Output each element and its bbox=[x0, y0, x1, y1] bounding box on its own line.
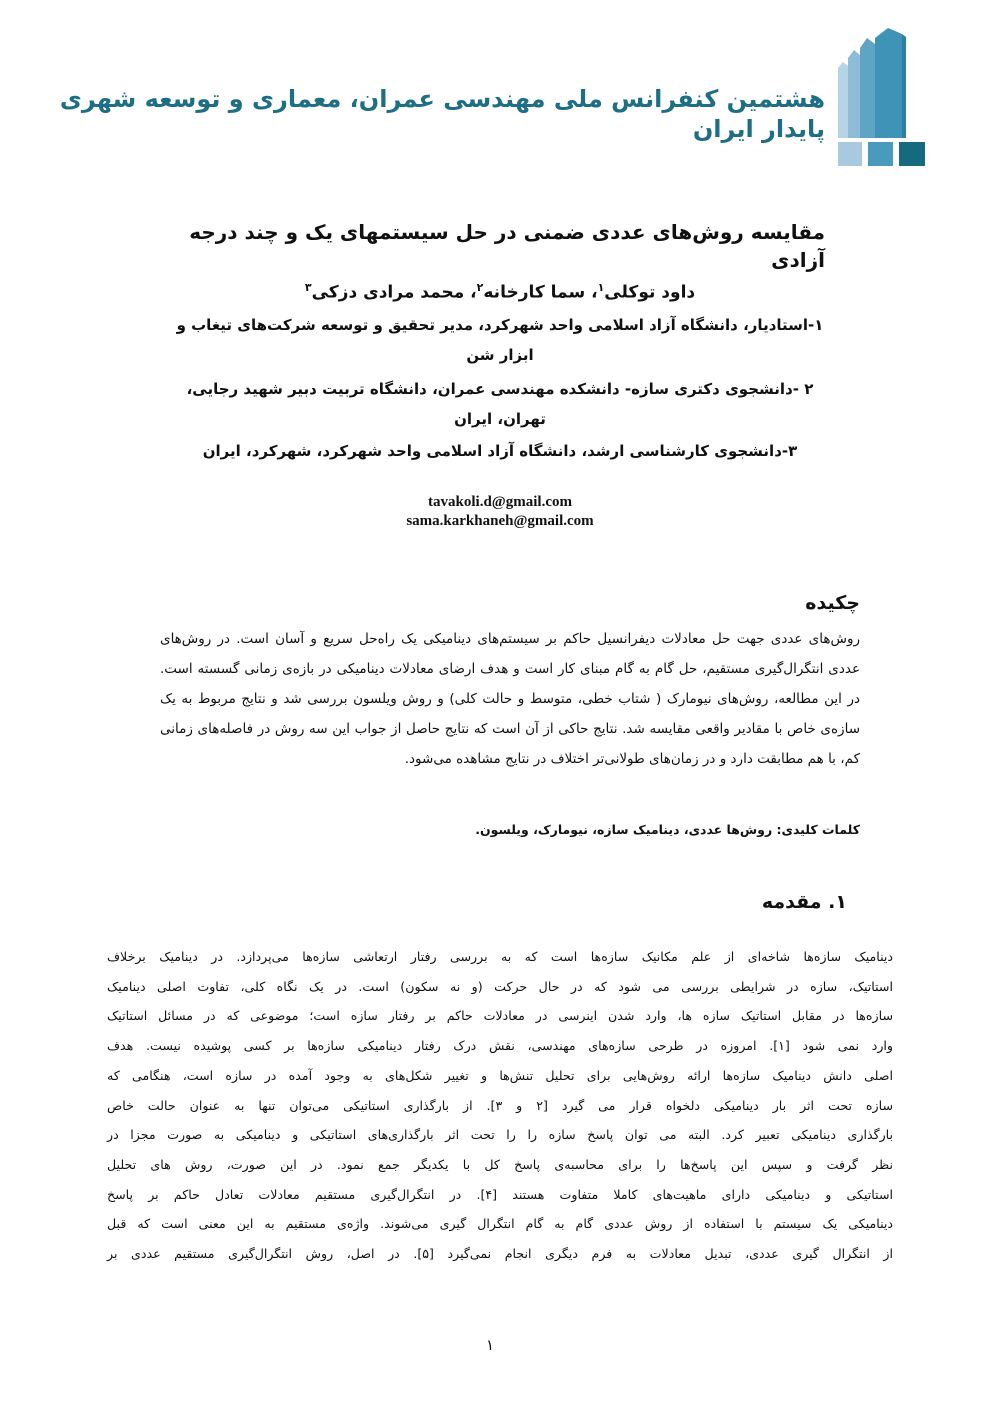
logo-building-2 bbox=[848, 50, 860, 138]
affiliation-line: تهران، ایران bbox=[454, 410, 546, 428]
author-email[interactable]: sama.karkhaneh@gmail.com bbox=[406, 513, 594, 529]
author-separator: ، bbox=[464, 282, 477, 303]
conference-title: هشتمین کنفرانس ملی مهندسی عمران، معماری و توسعه شهری پایدار ایران bbox=[59, 85, 825, 143]
conference-header bbox=[0, 0, 1000, 180]
author-name: داود توکلی bbox=[604, 282, 696, 303]
introduction-heading: ۱. مقدمه bbox=[761, 891, 847, 913]
paragraph-line: دینامیکی یک سیستم با استفاده از روش عددی گام به گام انتگرال گیری می‌شوند. واژه‌ی مستقیم به این معنی است که قبل bbox=[107, 1216, 893, 1232]
affiliation-line: ابزار شن bbox=[466, 346, 534, 364]
paragraph-line: دینامیک سازه‌ها شاخه‌ای از علم مکانیک سازه‌ها است که به بررسی رفتار ارتعاشی سازه‌ها می‌پردازد. در دینامیک برخلاف bbox=[107, 949, 893, 964]
paragraph-line: سازه‌ها در مقابل استاتیک سازه ها، وارد شدن اینرسی در معادلات حاکم بر رفتار سازه است؛ موضوعی که در مسائل استاتیک bbox=[107, 1008, 893, 1024]
author-name: محمد مرادی دزکی bbox=[311, 282, 465, 303]
paragraph-line: از انتگرال گیری عددی، تبدیل معادلات به فرم دیگری انجام نمی‌گیرد [۵]. در اصل، روش انتگرال‌گیری مستقیم عددی بر bbox=[107, 1246, 893, 1262]
paragraph-line: نظر گرفت و سپس این پاسخ‌ها را برای محاسبه‌ی پاسخ کل با یکدیگر جمع نمود. در این صورت، روش های تحلیل bbox=[107, 1156, 893, 1172]
paragraph-line: استاتیکی و دینامیکی دارای ماهیت‌های کاملا متفاوت هستند [۴]. در انتگرال‌گیری مستقیم معادلات تعادل حاکم بر پاسخ bbox=[107, 1186, 893, 1202]
abstract-heading: چکیده bbox=[805, 592, 860, 614]
paragraph-line: اصلی دانش دینامیک سازه‌ها ارائه روش‌هایی برای تحلیل تنش‌ها و تغییر شکل‌های به وجود آمده در سازه است، هنگامی که bbox=[107, 1067, 893, 1083]
author-mark: ۱ bbox=[597, 281, 605, 294]
paragraph-line: استاتیک، سازه در شرایطی بررسی می شود که در حال حرکت (و نه سکون) است. در یک نگاه کلی، تفاوت اصلی دینامیک bbox=[107, 978, 893, 994]
author-email[interactable]: tavakoli.d@gmail.com bbox=[428, 494, 572, 510]
conference-logo bbox=[834, 28, 930, 168]
logo-building-1 bbox=[838, 62, 848, 138]
logo-square-light bbox=[838, 142, 862, 166]
author-mark: ۳ bbox=[304, 281, 312, 294]
paper-title: مقایسه روش‌های عددی ضمنی در حل سیستمهای یک و چند درجه آزادی bbox=[189, 220, 825, 272]
logo-square-dark bbox=[899, 142, 925, 166]
author-mark: ۲ bbox=[476, 281, 484, 294]
author-list bbox=[150, 281, 850, 303]
abstract-text: روش‌های عددی جهت حل معادلات دیفرانسیل حاکم بر سیستم‌های دینامیکی یک راه‌حل سریع و آسان است. در روش‌های عددی انتگرال‌گیری مستقیم، حل گام به گام مبنای کار است و هدف ارضای معادلات دینامیکی در بازه‌ی زمانی گسسته است. در این مطالعه، روش‌های نیومارک ( شتاب خطی، متوسط و حالت کلی) و روش ویلسون بررسی شد و نتایج مربوط به یک سازه‌ی خاص با مقادیر واقعی مقایسه شد. نتایج حاکی از آن است که نتایج حاصل از جواب این سه روش در فاصله‌های زمانی کم، با هم مطابقت دارد و در زمان‌های طولانی‌تر اختلاف در نتایج مشاهده می‌شود. bbox=[160, 631, 860, 767]
author-name: سما کارخانه bbox=[483, 282, 586, 303]
author-separator: ، bbox=[585, 282, 598, 303]
logo-square-mid bbox=[868, 142, 893, 166]
keywords: کلمات کلیدی: روش‌ها عددی، دینامیک سازه، نیومارک، ویلسون. bbox=[475, 822, 860, 837]
affiliation-line: ۱-استادیار، دانشگاه آزاد اسلامی واحد شهرکرد، مدیر تحقیق و توسعه شرکت‌های تیغاب و bbox=[176, 316, 824, 334]
logo-building-4-side bbox=[902, 34, 906, 138]
logo-building-3 bbox=[860, 38, 875, 138]
affiliation-line: ۲ -دانشجوی دکتری سازه- دانشکده مهندسی عمران، دانشگاه تربیت دبیر شهید رجایی، bbox=[186, 380, 814, 398]
page-number: ۱ bbox=[485, 1336, 495, 1354]
paragraph-line: وارد نمی شود [۱]. امروزه در طرحی سازه‌های مهندسی، نقش درک رفتار دینامیکی سازه‌ها بر کسی پوشیده نیست. هدف bbox=[107, 1038, 893, 1054]
introduction-body bbox=[107, 942, 893, 1269]
affiliation-line: ۳-دانشجوی کارشناسی ارشد، دانشگاه آزاد اسلامی واحد شهرکرد، شهرکرد، ایران bbox=[202, 442, 798, 460]
logo-building-4 bbox=[875, 28, 902, 138]
paragraph-line: سازه تحت اثر بار دینامیکی دلخواه قرار می گیرد [۲ و ۳]. از بارگذاری استاتیکی می‌توان تنها به عنوان حالت خاص bbox=[107, 1097, 894, 1113]
paragraph-line: بارگذاری دینامیکی تعبیر کرد. البته می توان پاسخ سازه را را تحت اثر بارگذاری‌های استاتیکی و دینامیکی به صورت مجزا در bbox=[107, 1127, 893, 1143]
